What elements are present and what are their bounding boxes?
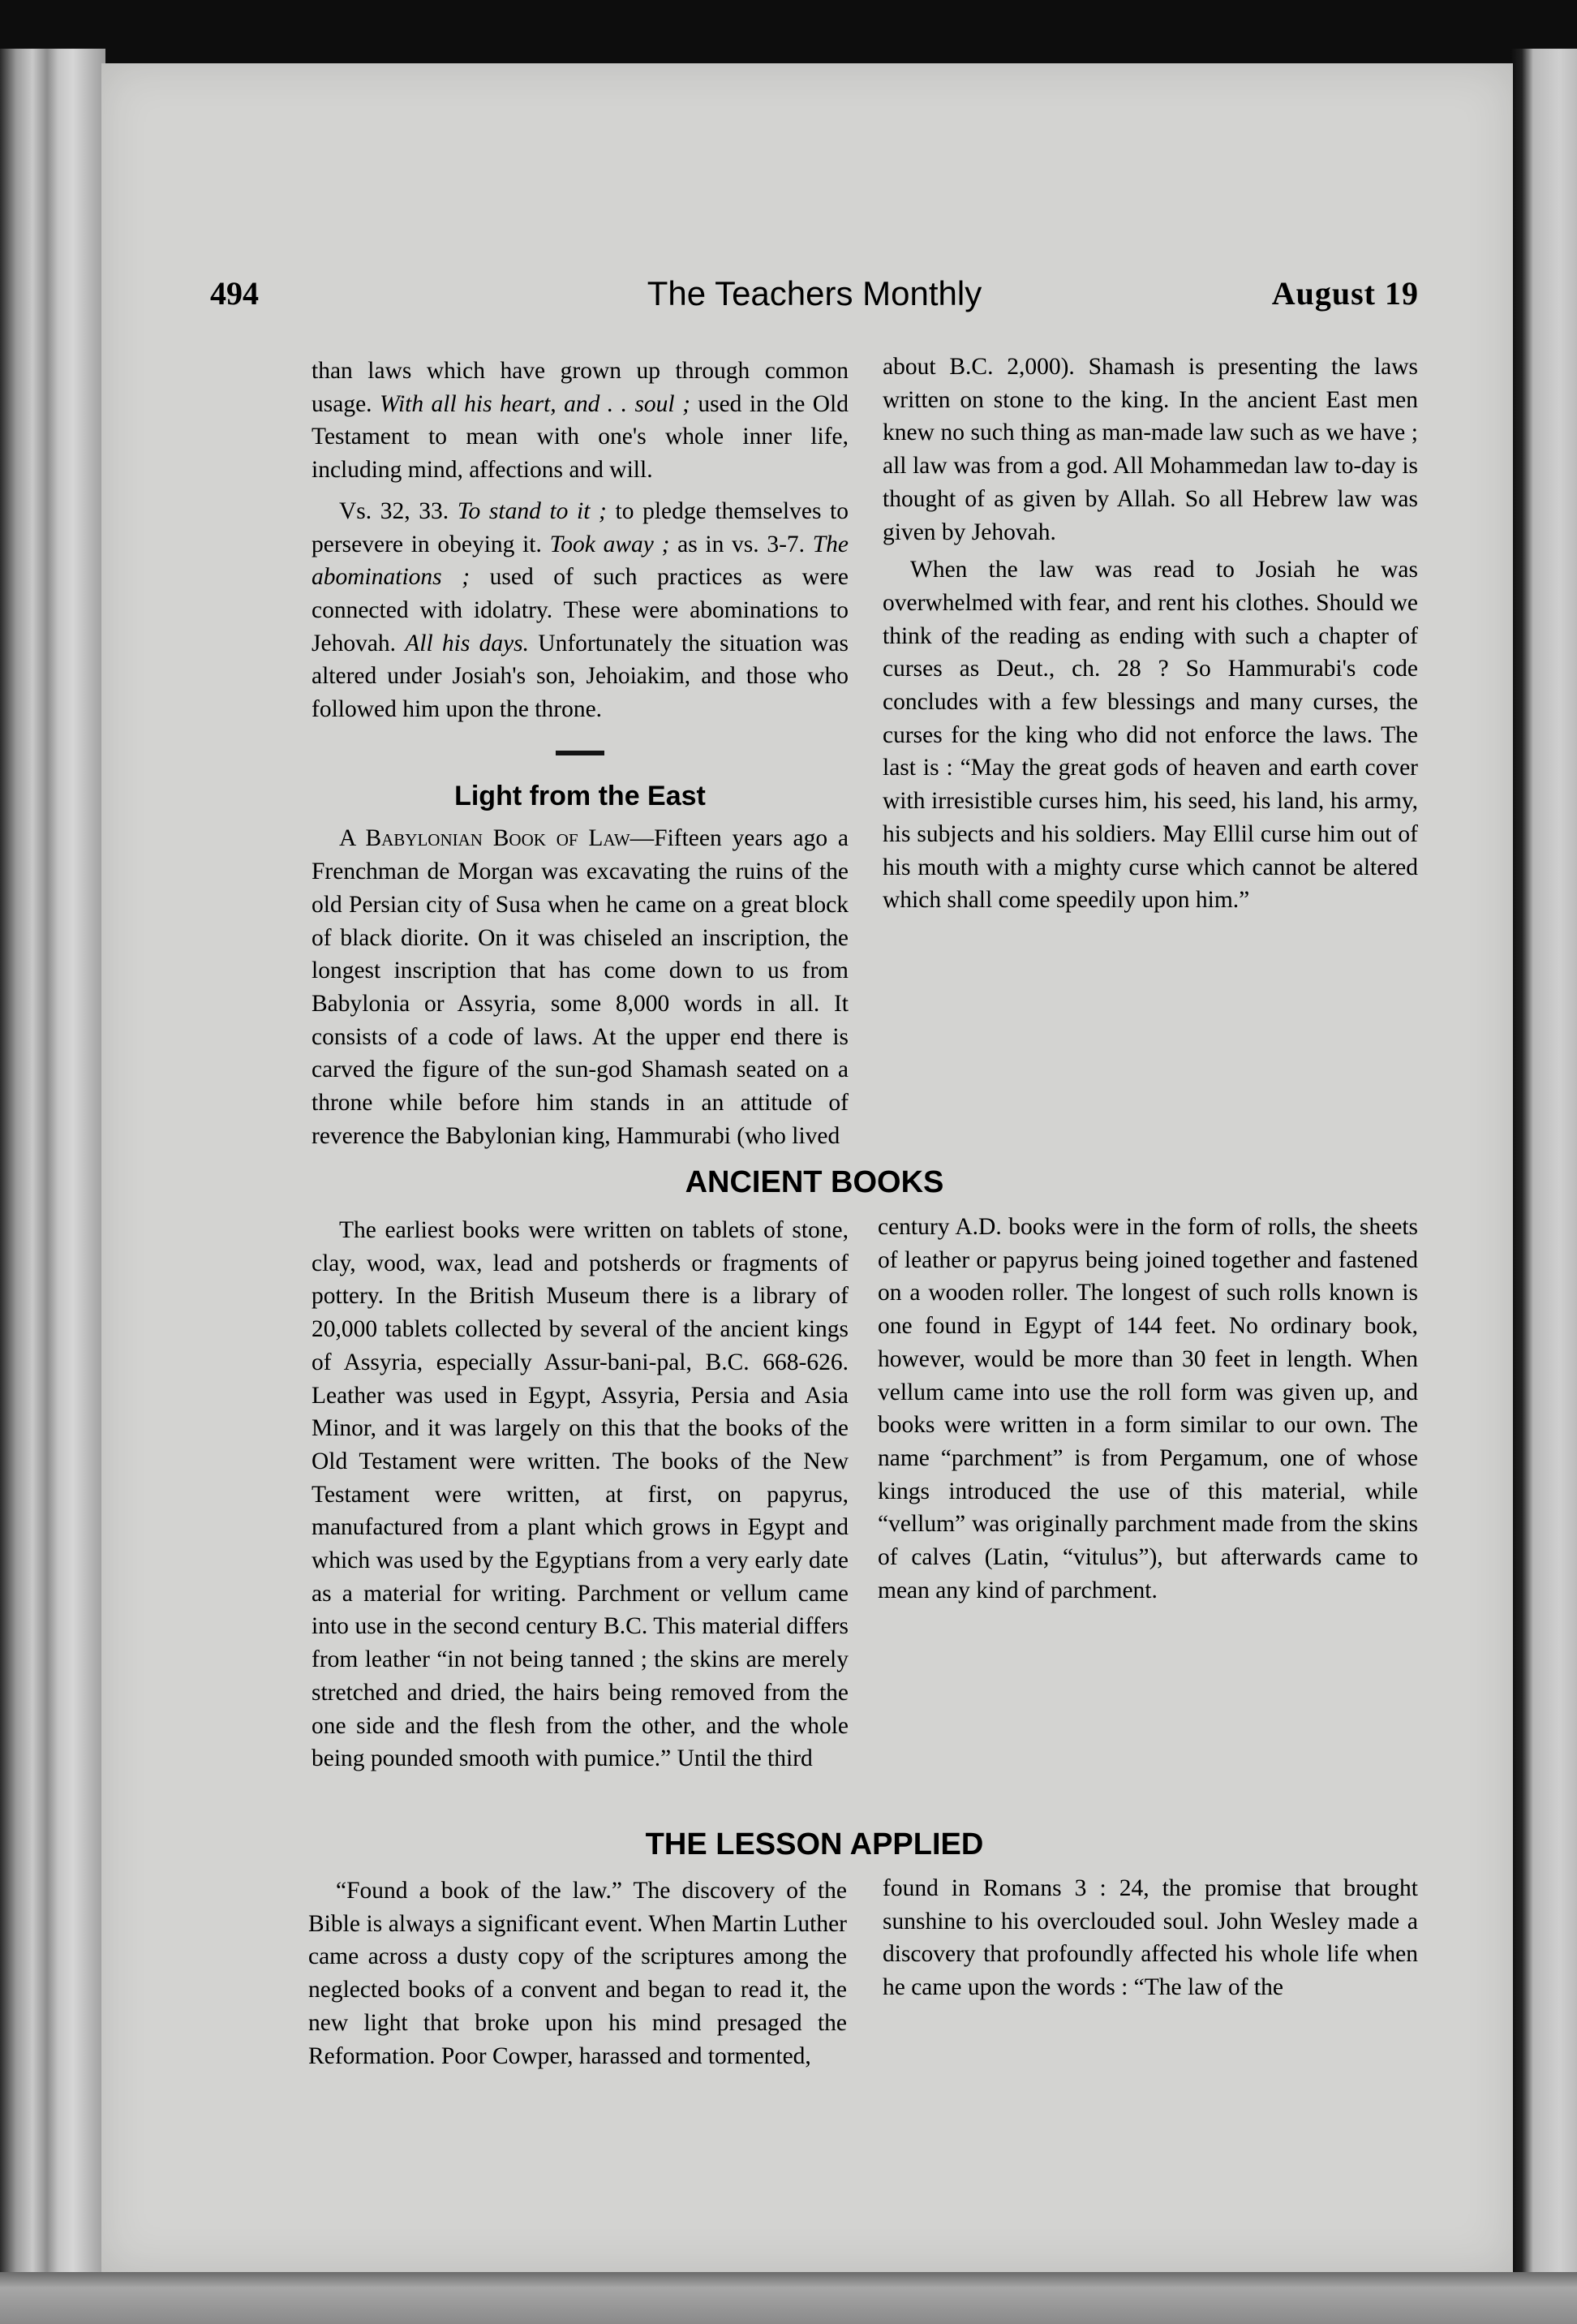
- scan-right-edge: [1510, 49, 1577, 2324]
- lesson-applied-paragraph: “Found a book of the law.” The discovery of the Bible is always a significant event. When Martin Luther came across a dusty copy of the scriptures among the neglected books of a convent and began to read it, the new light that broke upon his mind presaged the Reformation. Poor Cowper, harassed and tormented,: [308, 1878, 847, 2069]
- scan-left-page-edges: [0, 49, 105, 2324]
- section-heading-ancient-books: ANCIENT BOOKS: [685, 1165, 944, 1199]
- light-from-east-paragraph-part-1: A Babylonian Book of Law—Fifteen years ago a Frenchman de Morgan was excavating the ruins of the old Persian city of Susa when he came on a great block of black diorite. On it was chiseled an inscription, the longest inscription that has come down to us from Babylonia or Assyria, some 8,000 words in all. It consists of a code of laws. At the upper end there is carved the figure of the sun-god Shamash seated on a throne while before him stands in an attitude of reverence the Babylonian king, Hammurabi (who lived: [312, 825, 849, 1149]
- continuation-paragraph-2: Vs. 32, 33. To stand to it ; to pledge themselves to persevere in obeying it. Took away ; as in vs. 3-7. The abominations ; used of such practices as were connected with idolatry. These were abominations to Jehovah. All his days. Unfortunately the situation was altered under Josiah's son, Jehoiakim, and those who followed him upon the throne.: [312, 497, 849, 723]
- scripture-phrase: To stand to it ;: [457, 497, 607, 524]
- scan-bottom-edge: [0, 2272, 1577, 2324]
- ancient-books-right-column: [878, 1211, 1418, 1607]
- scripture-phrase: Took away ;: [549, 531, 670, 557]
- scan-top-edge: [0, 0, 1577, 65]
- light-from-east-paragraph-2: When the law was read to Josiah he was overwhelmed with fear, and rent his clothes. Should we think of the reading as ending with such a chapter of curses as Deut., ch. 28 ? So Hammurabi's code concludes with a few blessings and many curses, the curses for the king who did not enforce the laws. The last is : “May the great gods of heaven and earth cover with irresistible curses him, his seed, his land, his army, his subjects and his soldiers. May Ellil curse him out of his mouth with a mighty curse which cannot be altered which shall come speedily upon him.”: [883, 557, 1418, 914]
- issue-date: August 19: [1271, 275, 1419, 312]
- upper-right-column: [883, 351, 1418, 1146]
- scripture-phrase: The abominations ;: [312, 531, 849, 591]
- running-header: [210, 274, 1419, 331]
- section-divider: [556, 751, 604, 755]
- lesson-applied-paragraph-continued: found in Romans 3 : 24, the promise that brought sunshine to his overclouded soul. John Wesley made a discovery that profoundly affected his whole life when he came upon the words : “The law of the: [883, 1875, 1418, 2001]
- lesson-applied-left-column: [308, 1874, 847, 2072]
- lead-in: A Babylonian Book of Law: [339, 825, 630, 852]
- upper-left-column: [312, 355, 849, 1150]
- ancient-books-left-column: [312, 1214, 849, 1775]
- journal-title: The Teachers Monthly: [647, 274, 982, 312]
- scripture-phrase: All his days.: [405, 630, 530, 656]
- scripture-phrase: With all his heart, and . . soul ;: [380, 390, 690, 417]
- ancient-books-paragraph-continued: century A.D. books were in the form of rolls, the sheets of leather or papyrus being joined together and fastened on a wooden roller. The longest of such rolls known is one found in Egypt of 144 feet. No ordinary book, however, would be more than 30 feet in length. When vellum came into use the roll form was given up, and books were written in a form similar to our own. The name “parchment” is from Pergamum, one of whose kings introduced the use of this material, while “vellum” was originally parchment made from the skins of calves (Latin, “vitulus”), but afterwards came to mean any kind of parchment.: [878, 1214, 1418, 1603]
- section-heading-lesson-applied: THE LESSON APPLIED: [645, 1827, 984, 1861]
- section-heading-light-from-east: Light from the East: [454, 780, 706, 811]
- continuation-paragraph-1: than laws which have grown up through common usage. With all his heart, and . . soul ; used in the Old Testament to mean with one's whole inner life, including mind, affections and will.: [312, 358, 849, 484]
- page-number: 494: [210, 275, 259, 312]
- light-from-east-paragraph-part-2: about B.C. 2,000). Shamash is presenting the laws written on stone to the king. In the ancient East men knew no such thing as man-made law such as we have ; all law was from a god. All Mohammedan law to-day is thought of as given by Allah. So all Hebrew law was given by Jehovah.: [883, 354, 1418, 545]
- ancient-books-paragraph: The earliest books were written on tablets of stone, clay, wood, wax, lead and potsherds or fragments of pottery. In the British Museum there is a library of 20,000 tablets collected by several of the ancient kings of Assyria, especially Assur-bani-pal, B.C. 668-626. Leather was used in Egypt, Assyria, Persia and Asia Minor, and it was largely on this that the books of the Old Testament were written. The books of the New Testament were written, at first, on papyrus, manufactured from a plant which grows in Egypt and which was used by the Egyptians from a very early date as a material for writing. Parchment or vellum came into use in the second century B.C. This material differs from leather “in not being tanned ; the skins are merely stretched and dried, the hairs being removed from the one side and the flesh from the other, and the whole being pounded smooth with pumice.” Until the third: [312, 1217, 849, 1772]
- lesson-applied-right-column: [883, 1872, 1418, 2004]
